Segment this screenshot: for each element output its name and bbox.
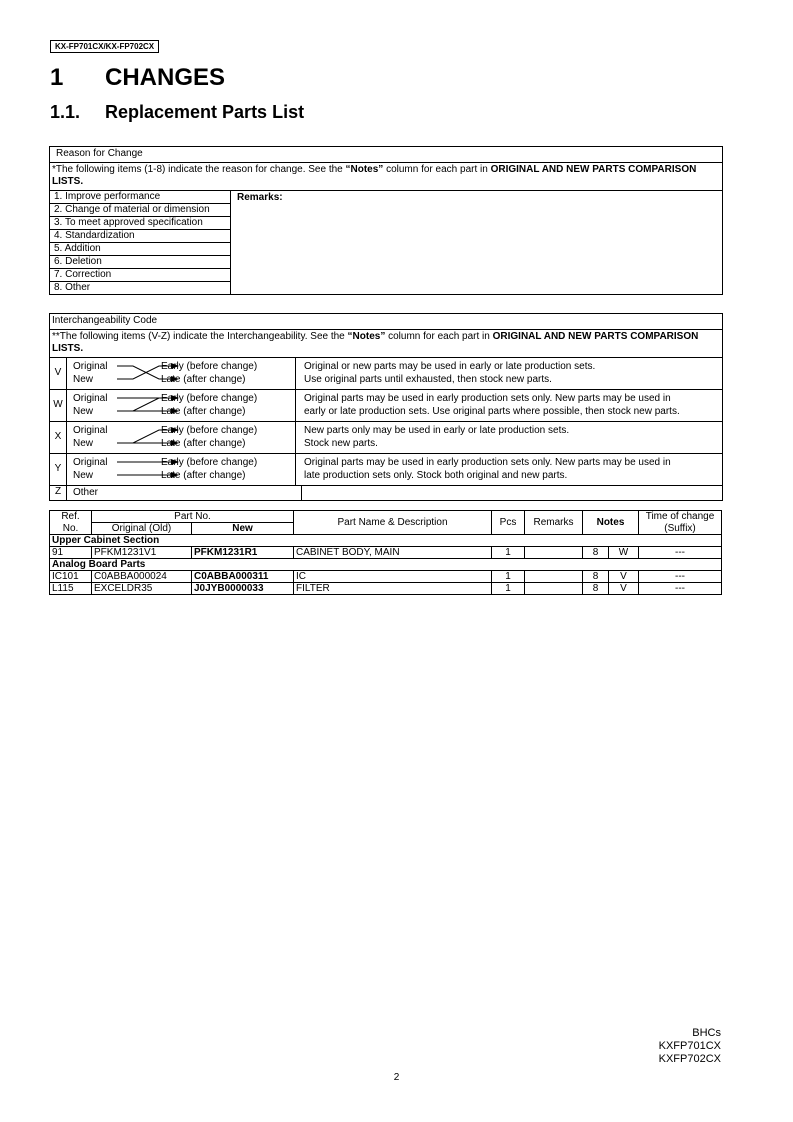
- footer-line: BHCs: [692, 1027, 721, 1039]
- reason-intro: [50, 163, 722, 191]
- page-number: 2: [393, 1072, 400, 1083]
- desc-line: early or late production sets. Use original parts where possible, then stock new parts.: [304, 405, 680, 417]
- time-header: Time of change: [639, 511, 722, 523]
- table-row: [50, 583, 722, 595]
- late-label: Late (after change): [161, 437, 246, 449]
- remarks-cell: [525, 571, 583, 583]
- code-letter: Y: [50, 454, 67, 485]
- new-label: New: [73, 437, 94, 449]
- reason-notes-word: “Notes”: [345, 163, 384, 175]
- reason-intro-bold: ORIGINAL AND NEW PARTS COMPARISON LISTS.: [52, 163, 697, 187]
- section-row: [50, 535, 722, 547]
- code-letter: V: [50, 358, 67, 389]
- original-header: Original (Old): [92, 523, 192, 535]
- reason-intro-text: *The following items (1-8) indicate the reason for change. See the: [52, 163, 346, 175]
- old-part-cell: C0ABBA000024: [92, 571, 192, 583]
- interchange-diagram-w: [67, 390, 296, 421]
- reason-for-change-table: [49, 146, 723, 295]
- section-number: 1.1.: [50, 102, 81, 122]
- interchange-text-w: [296, 390, 722, 421]
- interchange-text-y: [296, 454, 722, 485]
- ref-header: Ref.: [50, 511, 92, 523]
- desc-line: Use original parts until exhausted, then stock new parts.: [304, 373, 552, 385]
- header-row: [50, 511, 722, 523]
- new-part-cell: C0ABBA000311: [192, 571, 294, 583]
- desc-line: Original parts may be used in early production sets only. New parts may be used in: [304, 392, 671, 404]
- parts-table: [49, 510, 722, 595]
- notes-header: Notes: [583, 511, 639, 535]
- interchange-row-z: [50, 486, 722, 500]
- old-part-cell: PFKM1231V1: [92, 547, 192, 559]
- section-title: Analog Board Parts: [50, 559, 722, 571]
- reason-cell: 8: [583, 571, 609, 583]
- code-cell: V: [609, 583, 639, 595]
- original-label: Original: [73, 424, 108, 436]
- interchange-diagram-v: [67, 358, 296, 389]
- interchange-row-w: [50, 390, 722, 422]
- reason-item: 1. Improve performance: [50, 191, 230, 204]
- z-text: [302, 486, 722, 500]
- time-cell: ---: [639, 583, 722, 595]
- interchange-notes-word: “Notes”: [347, 330, 386, 342]
- name-header: Part Name & Description: [294, 511, 492, 535]
- time-cell: ---: [639, 571, 722, 583]
- interchange-heading: Interchangeability Code: [50, 314, 722, 330]
- footer-line: KXFP702CX: [658, 1053, 721, 1065]
- original-label: Original: [73, 456, 108, 468]
- interchange-text-x: [296, 422, 722, 453]
- remarks-cell: [525, 547, 583, 559]
- interchange-row-y: [50, 454, 722, 486]
- new-part-cell: J0JYB0000033: [192, 583, 294, 595]
- pcs-header: Pcs: [492, 511, 525, 535]
- pcs-cell: 1: [492, 547, 525, 559]
- interchange-intro-bold: ORIGINAL AND NEW PARTS COMPARISON LISTS.: [52, 330, 699, 354]
- interchange-diagram-x: [67, 422, 296, 453]
- section-title: [50, 102, 304, 123]
- table-row: [50, 571, 722, 583]
- old-part-cell: EXCELDR35: [92, 583, 192, 595]
- late-label: Late (after change): [161, 405, 246, 417]
- interchange-intro-text-2: column for each part in: [385, 330, 493, 342]
- title-number: 1: [50, 64, 64, 91]
- name-cell: IC: [294, 571, 492, 583]
- interchange-intro: [50, 330, 722, 358]
- reason-item: 4. Standardization: [50, 230, 230, 243]
- table-row: [50, 547, 722, 559]
- code-letter: W: [50, 390, 67, 421]
- early-label: Early (before change): [161, 360, 258, 372]
- interchange-text-v: [296, 358, 722, 389]
- ref-cell: IC101: [50, 571, 92, 583]
- code-cell: V: [609, 571, 639, 583]
- early-label: Early (before change): [161, 392, 258, 404]
- footer-models: [659, 1027, 721, 1066]
- model-tag: KX-FP701CX/KX-FP702CX: [50, 40, 159, 53]
- desc-line: New parts only may be used in early or late production sets.: [304, 424, 570, 436]
- new-header: New: [192, 523, 294, 535]
- interchangeability-table: [49, 313, 723, 501]
- early-label: Early (before change): [161, 424, 258, 436]
- reason-item: 3. To meet approved specification: [50, 217, 230, 230]
- remarks-header: Remarks: [525, 511, 583, 535]
- late-label: Late (after change): [161, 469, 246, 481]
- desc-line: late production sets only. Stock both original and new parts.: [304, 469, 568, 481]
- late-label: Late (after change): [161, 373, 246, 385]
- title-text: CHANGES: [105, 64, 226, 91]
- code-letter: Z: [50, 486, 67, 500]
- new-label: New: [73, 405, 94, 417]
- reason-heading: Reason for Change: [50, 147, 722, 163]
- section-row: [50, 559, 722, 571]
- new-part-cell: PFKM1231R1: [192, 547, 294, 559]
- interchange-row-x: [50, 422, 722, 454]
- new-label: New: [73, 373, 94, 385]
- reason-list: [50, 191, 231, 294]
- desc-line: Original parts may be used in early production sets only. New parts may be used in: [304, 456, 671, 468]
- ref-cell: L115: [50, 583, 92, 595]
- partno-header: Part No.: [92, 511, 294, 523]
- interchange-row-v: [50, 358, 722, 390]
- time-cell: ---: [639, 547, 722, 559]
- z-label: Other: [67, 486, 302, 500]
- name-cell: CABINET BODY, MAIN: [294, 547, 492, 559]
- remarks-cell: [525, 583, 583, 595]
- desc-line: Stock new parts.: [304, 437, 378, 449]
- reason-intro-text-2: column for each part in: [383, 163, 491, 175]
- reason-item: 7. Correction: [50, 269, 230, 282]
- reason-cell: 8: [583, 547, 609, 559]
- pcs-cell: 1: [492, 571, 525, 583]
- reason-item: 8. Other: [54, 281, 91, 293]
- original-label: Original: [73, 360, 108, 372]
- code-cell: W: [609, 547, 639, 559]
- reason-cell: 8: [583, 583, 609, 595]
- ref-header-2: No.: [50, 523, 92, 535]
- interchange-diagram-y: [67, 454, 296, 485]
- pcs-cell: 1: [492, 583, 525, 595]
- section-title: Upper Cabinet Section: [50, 535, 722, 547]
- page-title: [50, 64, 225, 92]
- desc-line: Original or new parts may be used in early or late production sets.: [304, 360, 596, 372]
- original-label: Original: [73, 392, 108, 404]
- suffix-header: (Suffix): [639, 523, 722, 535]
- section-text: Replacement Parts List: [105, 102, 305, 122]
- new-label: New: [73, 469, 94, 481]
- code-letter: X: [50, 422, 67, 453]
- reason-item: 5. Addition: [50, 243, 230, 256]
- remarks-label: Remarks:: [237, 191, 283, 203]
- name-cell: FILTER: [294, 583, 492, 595]
- reason-item: 6. Deletion: [50, 256, 230, 269]
- interchange-intro-text: **The following items (V-Z) indicate the Interchangeability. See the: [52, 330, 348, 342]
- ref-cell: 91: [50, 547, 92, 559]
- footer-line: KXFP701CX: [658, 1040, 721, 1052]
- reason-item: 2. Change of material or dimension: [50, 204, 230, 217]
- early-label: Early (before change): [161, 456, 258, 468]
